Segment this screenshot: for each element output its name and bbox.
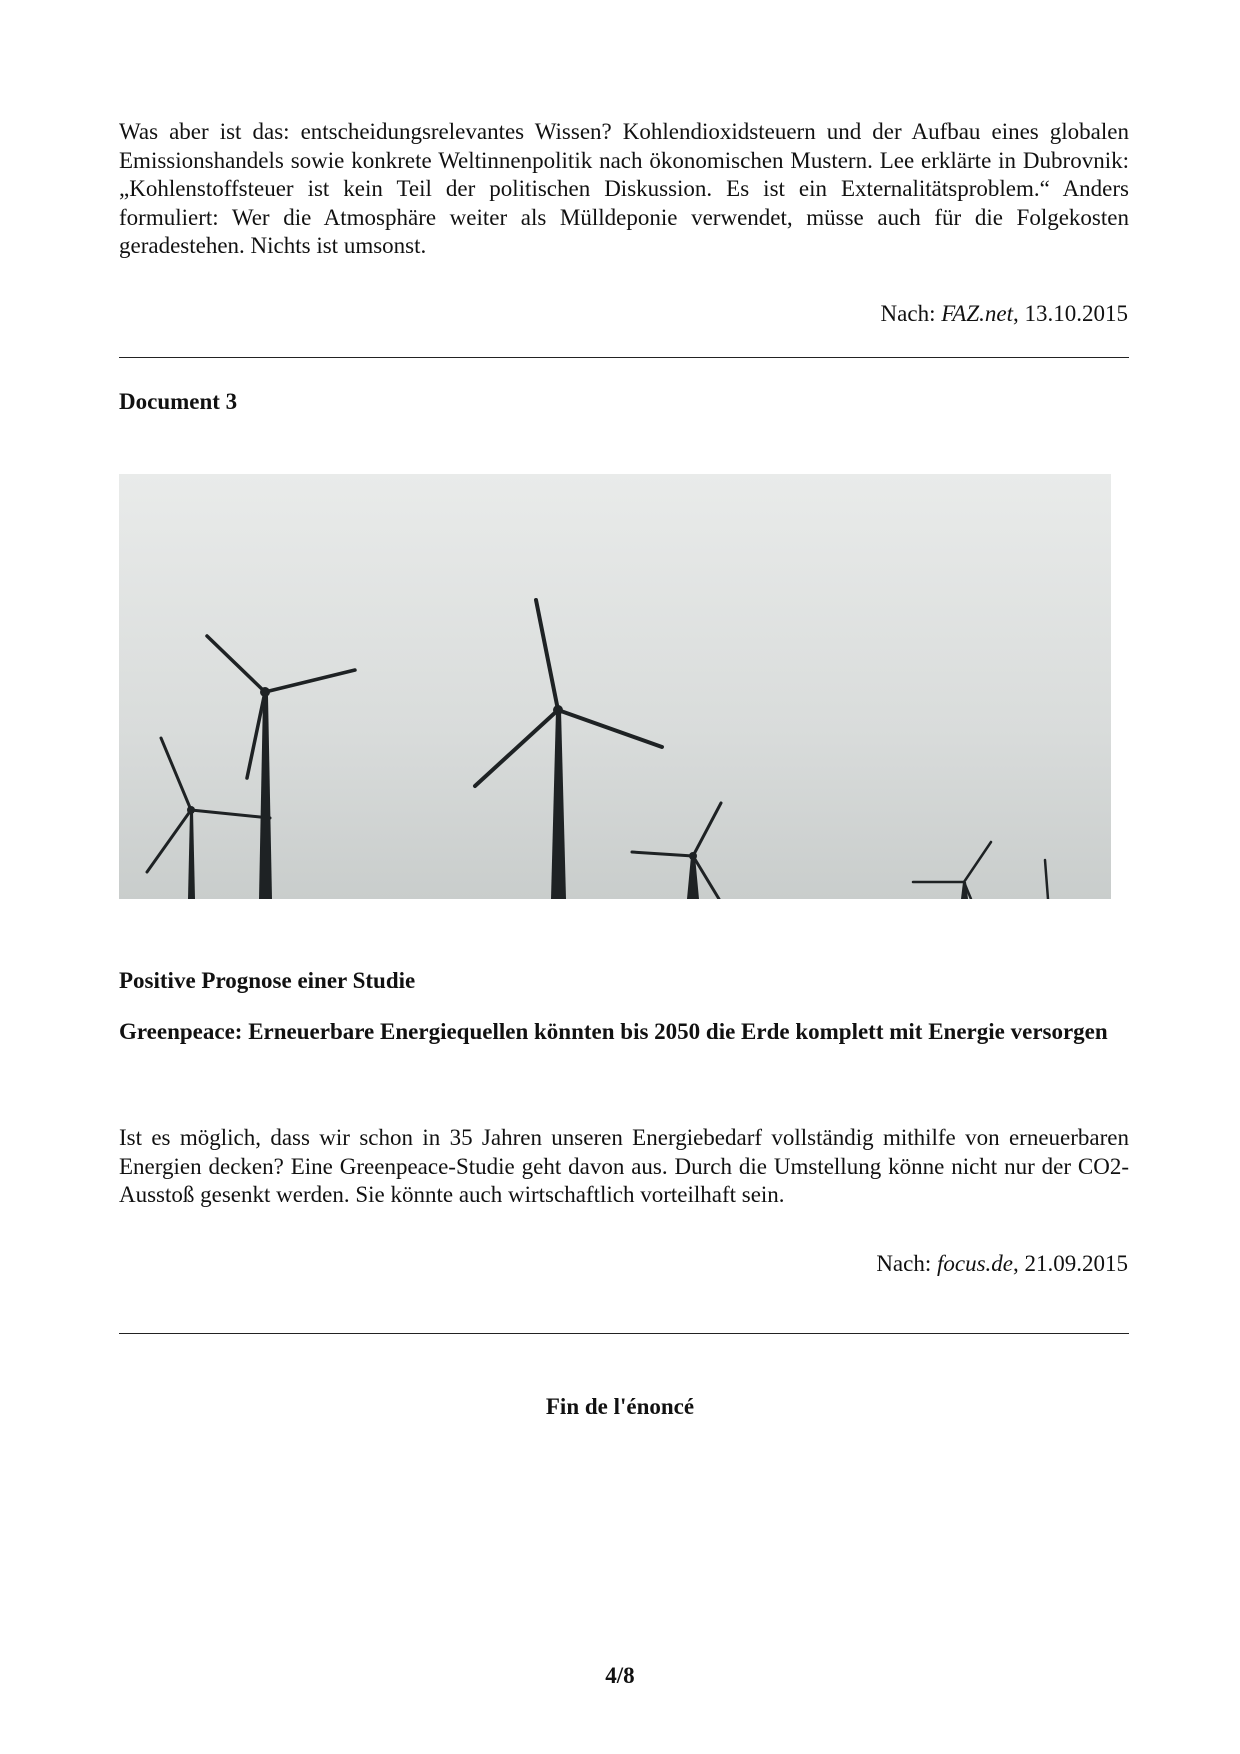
doc3-source-date: , 21.09.2015 (1013, 1251, 1128, 1276)
end-of-statement: Fin de l'énoncé (545, 1394, 695, 1419)
divider-line (119, 1333, 1129, 1334)
doc2-source-date: , 13.10.2015 (1013, 301, 1128, 326)
doc3-source (876, 1251, 1128, 1277)
doc3-headline: Greenpeace: Erneuerbare Energiequellen könnten bis 2050 die Erde komplett mit Energie versorgen (119, 1019, 1108, 1044)
doc3-paragraph: Ist es möglich, dass wir schon in 35 Jahren unseren Energiebedarf vollständig mithilfe von erneuerbaren Energien decken? Eine Greenpeace-Studie geht davon aus. Durch die Umstellung könne nicht nur der CO2-Ausstoß gesenkt werden. Sie könnte auch wirtschaftlich vorteilhaft sein. (119, 1125, 1129, 1207)
doc3-subheading: Positive Prognose einer Studie (119, 968, 416, 993)
doc2-source-prefix: Nach: (880, 301, 942, 326)
doc2-source-name: FAZ.net (941, 301, 1013, 326)
doc2-source (881, 301, 1128, 327)
page-number: 4/8 (605, 1663, 635, 1688)
document-3-heading: Document 3 (119, 389, 238, 414)
doc2-paragraph: Was aber ist das: entscheidungsrelevantes Wissen? Kohlendioxidsteuern und der Aufbau eines globalen Emissionshandels sowie konkrete Weltinnenpolitik nach ökonomischen Mustern. Lee erklärte in Dubrovnik: „Kohlenstoffsteuer ist kein Teil der politischen Diskussion. Es ist ein Externalitätsproblem.“ Anders formuliert: Wer die Atmosphäre weiter als Mülldeponie verwendet, müsse auch für die Folgekosten geradestehen. Nichts ist umsonst. (119, 119, 1129, 258)
wind-turbines-photo (119, 474, 1111, 899)
doc3-source-name: focus.de (936, 1251, 1013, 1276)
doc3-source-prefix: Nach: (876, 1251, 937, 1276)
divider-line (119, 357, 1129, 358)
